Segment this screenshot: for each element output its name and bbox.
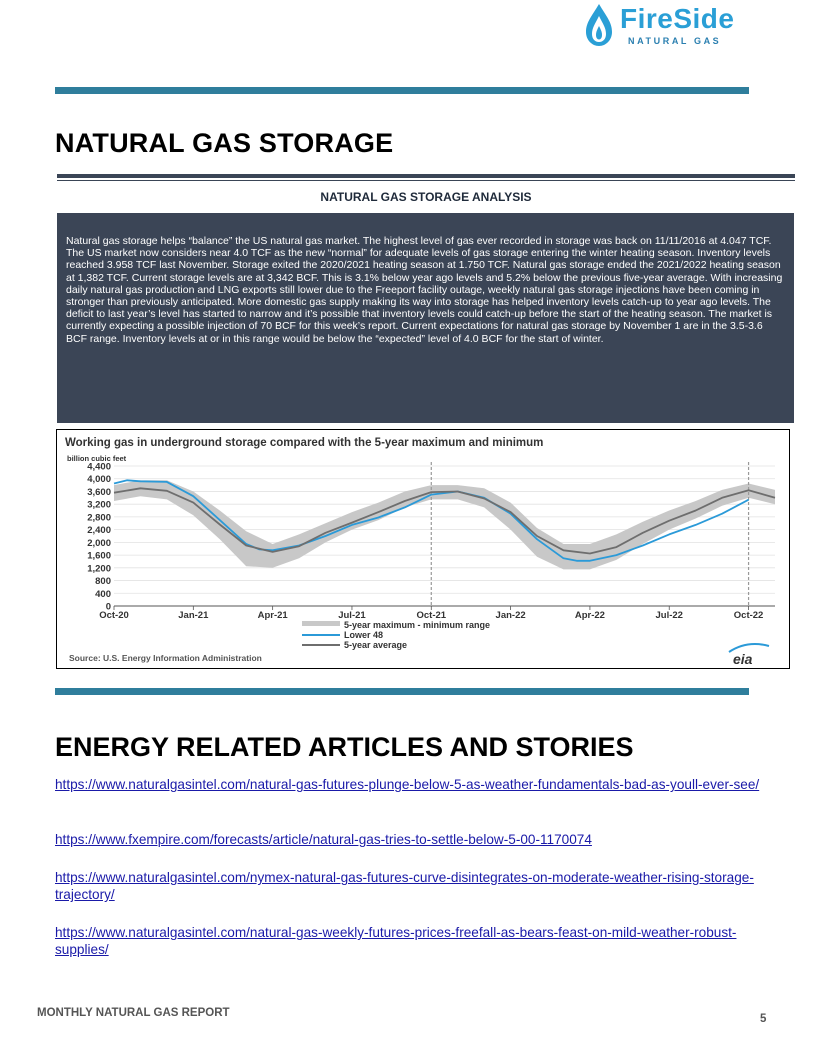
chart-ytick-label: 400 — [95, 588, 111, 600]
chart-ytick-label: 1,600 — [87, 550, 111, 562]
chart-ytick-label: 4,000 — [87, 474, 111, 486]
page-number: 5 — [760, 1013, 767, 1025]
chart-xtick-label: Jul-22 — [655, 610, 683, 621]
chart-ytick-label: 1,200 — [87, 563, 111, 575]
logo-subtitle: NATURAL GAS — [628, 36, 722, 46]
chart-xtick-label: Jul-21 — [338, 610, 366, 621]
chart-ytick-label: 3,600 — [87, 486, 111, 498]
legend-swatch-range — [302, 621, 340, 626]
fireside-logo — [582, 2, 782, 50]
chart-ytick-label: 4,400 — [87, 461, 111, 473]
legend-label: 5-year maximum - minimum range — [344, 620, 491, 630]
article-link-4[interactable]: https://www.naturalgasintel.com/natural-gas-weekly-futures-prices-freefall-as-bears-feast-on-mild-weather-robust-supplies/ — [55, 925, 737, 957]
middle-divider-bar — [55, 688, 749, 695]
chart-ytick-label: 3,200 — [87, 499, 111, 511]
chart-xtick-label: Oct-20 — [99, 610, 129, 621]
storage-chart-svg — [57, 430, 788, 667]
section-rule — [57, 174, 795, 178]
chart-ytick-label: 2,400 — [87, 525, 111, 537]
chart-ytick-label: 2,000 — [87, 537, 111, 549]
chart-source: Source: U.S. Energy Information Administration — [69, 653, 262, 663]
section-title-storage: NATURAL GAS STORAGE — [55, 128, 394, 158]
chart-ylabel: billion cubic feet — [67, 454, 127, 463]
chart-ytick-label: 800 — [95, 576, 111, 588]
chart-xtick-label: Oct-21 — [416, 610, 447, 621]
section-title-articles: ENERGY RELATED ARTICLES AND STORIES — [55, 732, 634, 762]
top-divider-bar — [55, 87, 749, 94]
article-link-2[interactable]: https://www.fxempire.com/forecasts/article/natural-gas-tries-to-settle-below-5-00-1170074 — [55, 832, 592, 847]
chart-xtick-label: Oct-22 — [733, 610, 764, 621]
eia-logo: eia — [733, 651, 753, 667]
article-link-1[interactable]: https://www.naturalgasintel.com/natural-gas-futures-plunge-below-5-as-weather-fundamentals-bad-as-youll-ever-see/ — [55, 777, 760, 792]
legend-label: 5-year average — [344, 640, 408, 650]
chart-xtick-label: Apr-21 — [257, 610, 288, 621]
footer-report-name: MONTHLY NATURAL GAS REPORT — [37, 1007, 230, 1019]
flame-drop-icon — [582, 2, 616, 48]
chart-ytick-label: 0 — [105, 601, 111, 613]
analysis-paragraph: Natural gas storage helps “balance” the US natural gas market. The highest level of gas ever recorded in storage was back on 11/11/2016 at 4.047 TCF. The US market now considers near 4.0 TCF as the new “normal” for adequate levels of gas storage entering the winter heating season. Inventory levels reached 3.958 TCF last November. Storage exited the 2020/2021 heating season at 1.750 TCF. Natural gas storage ended the 2021/2022 heating season at 1,382 TCF. Current storage levels are at 3,342 BCF. This is 3.1% below year ago levels and 5.2% below the previous five-year average. With increasing daily natural gas production and LNG exports still lower due to the Freeport facility outage, weekly natural gas storage injections have been coming in stronger than previously anticipated. More domestic gas supply making its way into storage has helped inventory levels catch-up to year ago levels. The deficit to last year’s level has started to narrow and it’s possible that inventory levels could catch-up before the start of the heating season. The market is currently expecting a possible injection of 70 BCF for this week’s report. Current expectations for natural gas storage by November 1 are in the 3.5-3.6 BCF range. Inventory levels at or in this range would be below the “expected” level of 4.0 BCF for the start of winter. — [66, 235, 783, 345]
chart-xtick-label: Jan-21 — [178, 610, 209, 621]
logo-brand-name: FireSide — [620, 3, 735, 34]
legend-label: Lower 48 — [344, 630, 384, 640]
storage-chart — [56, 429, 790, 669]
chart-ytick-label: 2,800 — [87, 512, 111, 524]
section-rule-thin — [57, 180, 795, 181]
chart-xtick-label: Apr-22 — [574, 610, 605, 621]
chart-title: Working gas in underground storage compared with the 5-year maximum and minimum — [65, 437, 544, 449]
article-link-3[interactable]: https://www.naturalgasintel.com/nymex-natural-gas-futures-curve-disintegrates-on-moderate-weather-rising-storage-trajectory/ — [55, 870, 754, 902]
chart-xtick-label: Jan-22 — [495, 610, 526, 621]
analysis-subtitle: NATURAL GAS STORAGE ANALYSIS — [320, 190, 532, 204]
analysis-text-box — [57, 213, 794, 423]
